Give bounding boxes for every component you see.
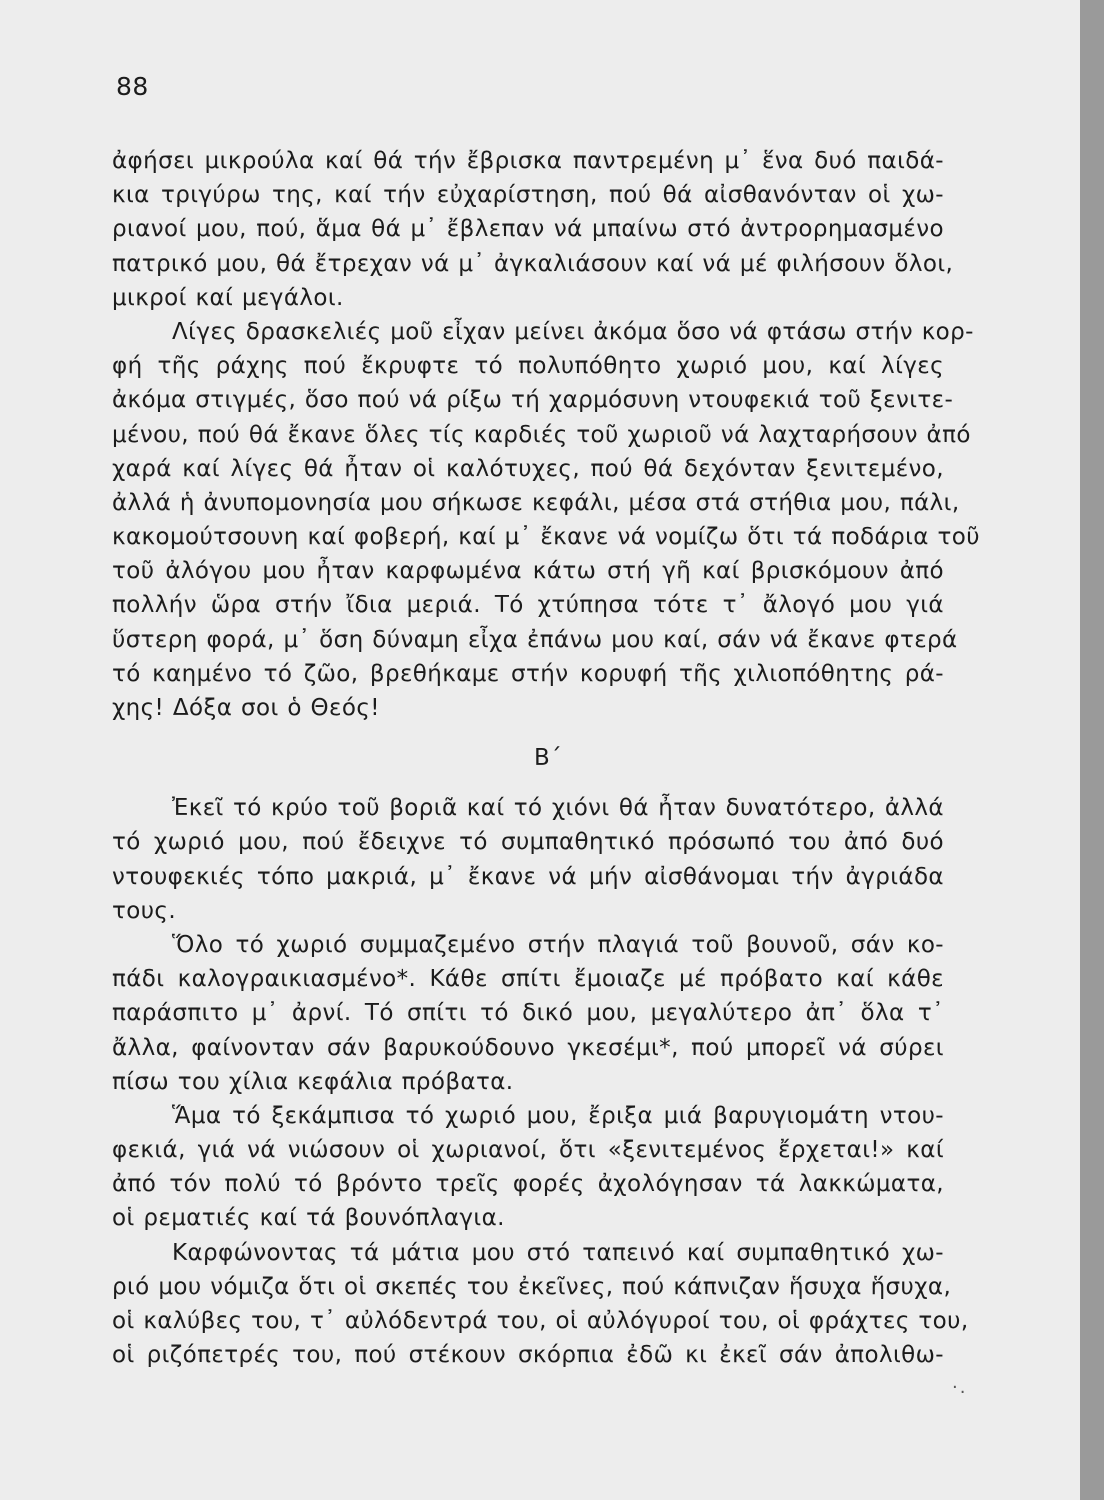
text-line: φή τῆς ράχης πού ἔκρυφτε τό πολυπόθητο χωριό μου, καί λίγες: [112, 353, 944, 380]
paragraph-2: [112, 315, 980, 725]
text-line: κια τριγύρω της, καί τήν εὐχαρίστηση, πού θά αἰσθανόνταν οἱ χω-: [112, 182, 944, 209]
section-heading: Β΄: [533, 745, 563, 772]
text-line: Ὅλο τό χωριό συμμαζεμένο στήν πλαγιά τοῦ βουνοῦ, σάν κο-: [172, 931, 944, 958]
text-line: ἀκόμα στιγμές, ὅσο πού νά ρίξω τή χαρμόσυνη ντουφεκιά τοῦ ξενιτε-: [112, 387, 954, 414]
paragraph-4: [112, 928, 944, 1099]
text-line: χαρά καί λίγες θά ἦταν οἱ καλότυχες, πού θά δεχόνταν ξενιτεμένο,: [112, 455, 944, 482]
text-line: οἱ ρεματιές καί τά βουνόπλαγια.: [112, 1205, 505, 1232]
text-line: τοῦ ἀλόγου μου ἦταν καρφωμένα κάτω στή γῆ καί βρισκόμουν ἀπό: [112, 558, 944, 585]
paragraph-6: [112, 1236, 969, 1373]
text-line: Ἅμα τό ξεκάμπισα τό χωριό μου, ἔριξα μιά βαρυγιομάτη ντου-: [172, 1102, 944, 1129]
text-line: ἀλλά ἡ ἀνυπομονησία μου σήκωσε κεφάλι, μέσα στά στήθια μου, πάλι,: [112, 489, 960, 516]
text-line: ριό μου νόμιζα ὅτι οἱ σκεπές του ἐκεῖνες, πού κάπνιζαν ἥσυχα ἥσυχα,: [112, 1273, 952, 1300]
text-line: πίσω του χίλια κεφάλια πρόβατα.: [112, 1068, 514, 1095]
paragraph-1: [112, 144, 954, 315]
scan-edge: [1080, 0, 1104, 1500]
text-line: ὕστερη φορά, μ᾽ ὅση δύναμη εἶχα ἐπάνω μου καί, σάν νά ἔκανε φτερά: [112, 626, 958, 653]
text-line: Ἐκεῖ τό κρύο τοῦ βοριᾶ καί τό χιόνι θά ἦταν δυνατότερο, ἀλλά: [172, 795, 944, 822]
text-line: ἀφήσει μικρούλα καί θά τήν ἔβρισκα παντρεμένη μ᾽ ἕνα δυό παιδά-: [112, 148, 944, 174]
text-line: χης! Δόξα σοι ὁ Θεός!: [112, 695, 380, 721]
text-line: παράσπιτο μ᾽ ἀρνί. Τό σπίτι τό δικό μου, μεγαλύτερο ἀπ᾽ ὅλα τ᾽: [112, 1000, 944, 1027]
text-line: τό χωριό μου, πού ἔδειχνε τό συμπαθητικό πρόσωπό του ἀπό δυό: [112, 829, 944, 856]
text-line: ριανοί μου, πού, ἅμα θά μ᾽ ἔβλεπαν νά μπαίνω στό ἀντρορημασμένο: [112, 216, 944, 243]
text-line: πάδι καλογραικιασμένο*. Κάθε σπίτι ἔμοιαζε μέ πρόβατο καί κάθε: [112, 966, 944, 993]
text-line: Λίγες δρασκελιές μοῦ εἶχαν μείνει ἀκόμα ὅσο νά φτάσω στήν κορ-: [172, 318, 974, 345]
text-line: οἱ καλύβες του, τ᾽ αὐλόδεντρά του, οἱ αὐλόγυροί του, οἱ φράχτες του,: [112, 1308, 969, 1334]
body-text: [112, 144, 980, 1372]
text-line: πατρικό μου, θά ἔτρεχαν νά μ᾽ ἀγκαλιάσουν καί νά μέ φιλήσουν ὅλοι,: [112, 250, 954, 277]
text-line: μένου, πού θά ἔκανε ὅλες τίς καρδιές τοῦ χωριοῦ νά λαχταρήσουν ἀπό: [112, 421, 971, 448]
text-line: φεκιά, γιά νά νιώσουν οἱ χωριανοί, ὅτι «ξενιτεμένος ἔρχεται!» καί: [112, 1137, 944, 1164]
text-line: Καρφώνοντας τά μάτια μου στό ταπεινό καί συμπαθητικό χω-: [172, 1239, 944, 1266]
margin-specks: ·.: [952, 1377, 968, 1398]
text-line: ἄλλα, φαίνονταν σάν βαρυκούδουνο γκεσέμι*, πού μπορεῖ νά σύρει: [112, 1034, 944, 1061]
paragraph-5: [112, 1099, 944, 1236]
text-line: τους.: [112, 897, 177, 924]
text-line: ἀπό τόν πολύ τό βρόντο τρεῖς φορές ἀχολόγησαν τά λακκώματα,: [112, 1171, 944, 1198]
page-number: 88: [116, 72, 149, 101]
paragraph-3: [112, 791, 944, 928]
text-line: κακομούτσουνη καί φοβερή, καί μ᾽ ἔκανε νά νομίζω ὅτι τά ποδάρια τοῦ: [112, 524, 980, 551]
text-line: πολλήν ὥρα στήν ἴδια μεριά. Τό χτύπησα τότε τ᾽ ἄλογό μου γιά: [112, 592, 944, 619]
text-line: τό καημένο τό ζῶο, βρεθήκαμε στήν κορυφή τῆς χιλιοπόθητης ρά-: [112, 660, 944, 687]
text-line: μικροί καί μεγάλοι.: [112, 284, 344, 311]
text-line: οἱ ριζόπετρές του, πού στέκουν σκόρπια ἐδῶ κι ἐκεῖ σάν ἀπολιθω-: [112, 1342, 944, 1369]
text-line: ντουφεκιές τόπο μακριά, μ᾽ ἔκανε νά μήν αἰσθάνομαι τήν ἀγριάδα: [112, 863, 944, 890]
